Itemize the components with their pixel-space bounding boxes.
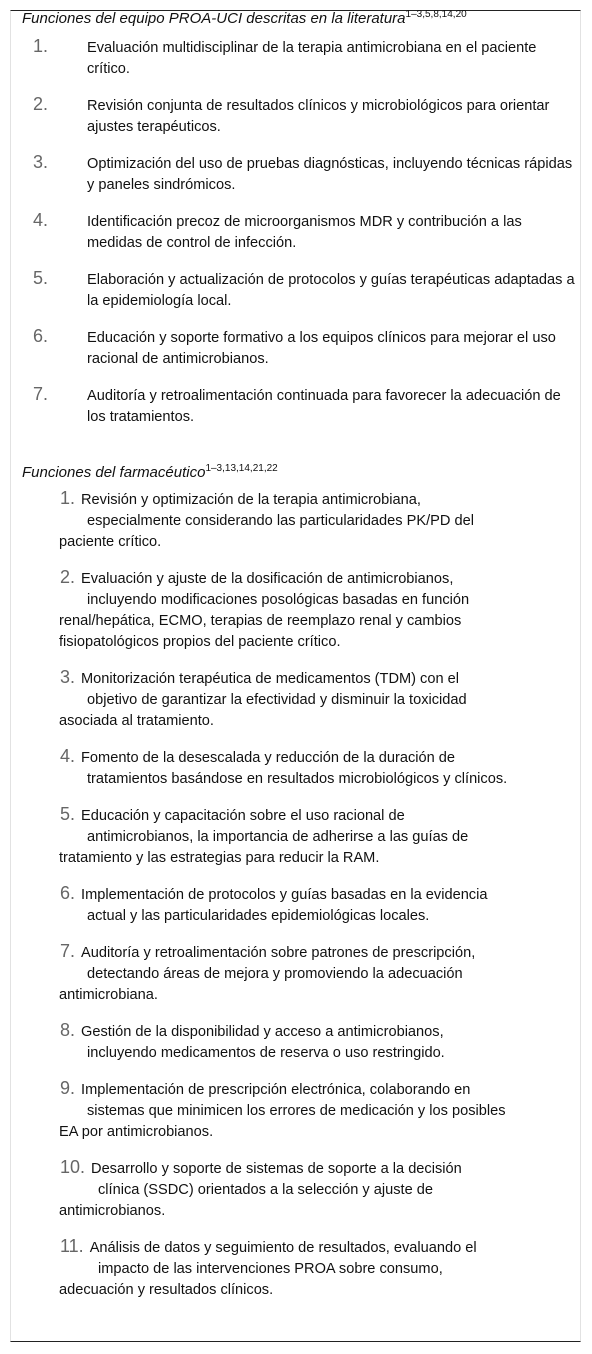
item-text-line1: Monitorización terapéutica de medicamentos (TDM) con el	[81, 671, 459, 687]
section-heading-team: Funciones del equipo PROA-UCI descritas en la literatura$^{1-3,5,8,14,20}$	[22, 9, 467, 27]
list-item	[60, 1078, 552, 1143]
item-text-line2: tratamientos basándose en resultados microbiológicos y clínicos.	[87, 771, 508, 787]
item-number: 4.	[60, 746, 76, 766]
list-item	[33, 326, 577, 370]
item-text-line1: Educación y capacitación sobre el uso racional de	[81, 808, 405, 824]
item-text: Elaboración y actualización de protocolos y guías terapéuticas adaptadas a la epidemiología local.	[87, 272, 575, 309]
item-number: 7.	[33, 384, 49, 404]
item-text-rest: adecuación y resultados clínicos.	[59, 1282, 274, 1298]
item-text-line2: incluyendo modificaciones posológicas basadas en función	[87, 592, 470, 608]
item-text-line1: Evaluación y ajuste de la dosificación de antimicrobianos,	[81, 571, 454, 587]
list-item	[33, 384, 577, 428]
item-text-rest: antimicrobianos.	[59, 1203, 166, 1219]
item-number: 8.	[60, 1020, 76, 1040]
item-text-line2: detectando áreas de mejora y promoviendo la adecuación	[87, 966, 463, 982]
list-item	[60, 804, 552, 869]
item-text: Educación y soporte formativo a los equipos clínicos para mejorar el uso racional de antimicrobianos.	[87, 330, 556, 367]
item-text-line2: antimicrobianos, la importancia de adherirse a las guías de	[87, 829, 469, 845]
item-number: 11.	[60, 1236, 84, 1256]
item-number: 2.	[33, 94, 49, 114]
item-text-line1: Fomento de la desescalada y reducción de la duración de	[81, 750, 456, 766]
item-text-rest: paciente crítico.	[59, 534, 162, 550]
item-number: 6.	[33, 326, 49, 346]
item-number: 1.	[33, 36, 49, 56]
list-item	[33, 36, 577, 80]
item-number: 3.	[33, 152, 49, 172]
item-text-rest: EA por antimicrobianos.	[59, 1124, 214, 1140]
section-heading-pharmacist: Funciones del farmacéutico$^{1-3,13,14,21,22}$	[22, 463, 278, 481]
list-item	[60, 667, 552, 732]
item-number: 5.	[60, 804, 76, 824]
item-number: 4.	[33, 210, 49, 230]
item-number: 2.	[60, 567, 76, 587]
item-text-line2: impacto de las intervenciones PROA sobre consumo,	[98, 1261, 443, 1277]
item-text-rest: asociada al tratamiento.	[59, 713, 214, 729]
list-item	[33, 268, 577, 312]
item-number: 6.	[60, 883, 76, 903]
item-text-line2: actual y las particularidades epidemiológicas locales.	[87, 908, 430, 924]
item-text-line2: especialmente considerando las particularidades PK/PD del	[87, 513, 474, 529]
item-text: Auditoría y retroalimentación continuada para favorecer la adecuación de los tratamientos.	[87, 388, 561, 425]
list-item	[60, 883, 552, 927]
reference-superscript: 1–3,5,8,14,20	[405, 9, 467, 20]
item-number: 1.	[60, 488, 76, 508]
item-text: Identificación precoz de microorganismos MDR y contribución a las medidas de control de infección.	[87, 214, 522, 251]
item-text-line1: Implementación de prescripción electrónica, colaborando en	[81, 1082, 471, 1098]
list-item	[60, 1020, 552, 1064]
list-item	[60, 1236, 552, 1301]
item-number: 10.	[60, 1157, 86, 1177]
item-text: Evaluación multidisciplinar de la terapia antimicrobiana en el paciente crítico.	[87, 40, 537, 77]
list-item	[60, 567, 552, 653]
list-item	[33, 152, 577, 196]
list-item	[60, 488, 552, 553]
list-item	[60, 746, 552, 790]
item-text-rest: antimicrobiana.	[59, 987, 158, 1003]
item-text-line2: incluyendo medicamentos de reserva o uso restringido.	[87, 1045, 445, 1061]
item-text: Optimización del uso de pruebas diagnósticas, incluyendo técnicas rápidas y paneles sindrómicos.	[87, 156, 573, 193]
list-item	[60, 941, 552, 1006]
item-text-line1: Revisión y optimización de la terapia antimicrobiana,	[81, 492, 421, 508]
item-text-line1: Desarrollo y soporte de sistemas de soporte a la decisión	[91, 1161, 462, 1177]
list-item	[33, 94, 577, 138]
item-text-line2: sistemas que minimicen los errores de medicación y los posibles	[87, 1103, 506, 1119]
item-text-rest: tratamiento y las estrategias para reducir la RAM.	[59, 850, 380, 866]
item-text-line1: Gestión de la disponibilidad y acceso a antimicrobianos,	[81, 1024, 444, 1040]
list-item	[60, 1157, 552, 1222]
item-text-rest: renal/hepática, ECMO, terapias de reemplazo renal y cambios fisiopatológicos propios del paciente crítico.	[59, 613, 462, 650]
item-text-line2: clínica (SSDC) orientados a la selección y ajuste de	[98, 1182, 434, 1198]
item-text-line1: Análisis de datos y seguimiento de resultados, evaluando el	[89, 1240, 477, 1256]
list-item	[33, 210, 577, 254]
reference-superscript: 1–3,13,14,21,22	[205, 463, 278, 474]
item-text-line1: Auditoría y retroalimentación sobre patrones de prescripción,	[81, 945, 476, 961]
item-text-line2: objetivo de garantizar la efectividad y disminuir la toxicidad	[87, 692, 467, 708]
item-text-line1: Implementación de protocolos y guías basadas en la evidencia	[81, 887, 488, 903]
item-number: 5.	[33, 268, 49, 288]
item-text: Revisión conjunta de resultados clínicos y microbiológicos para orientar ajustes terapéuticos.	[87, 98, 550, 135]
item-number: 7.	[60, 941, 76, 961]
item-number: 3.	[60, 667, 76, 687]
item-number: 9.	[60, 1078, 76, 1098]
